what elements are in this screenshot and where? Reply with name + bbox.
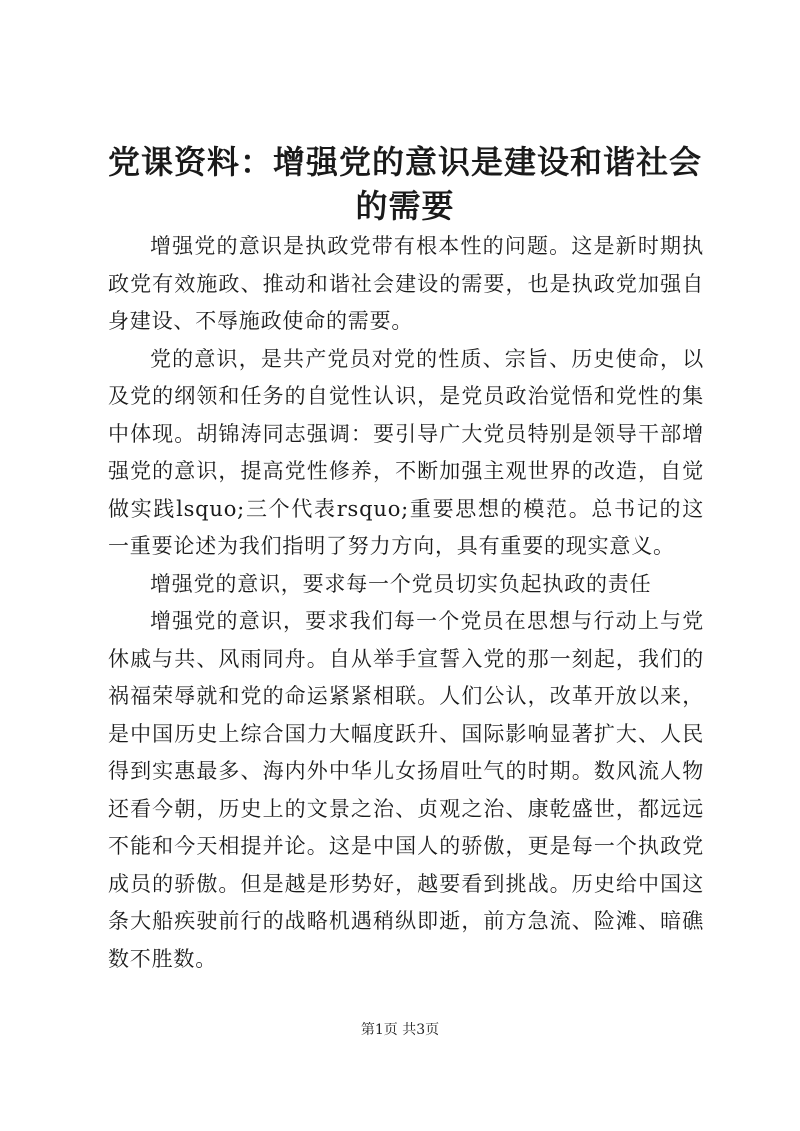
- paragraph-2: 党的意识，是共产党员对党的性质、宗旨、历史使命，以及党的纲领和任务的自觉性认识，是党员政治觉悟和党性的集中体现。胡锦涛同志强调：要引导广大党员特别是领导干部增强党的意识，提高党性修养，不断加强主观世界的改造，自觉做实践lsquo;三个代表rsquo;重要思想的模范。总书记的这一重要论述为我们指明了努力方向，具有重要的现实意义。: [108, 346, 704, 558]
- paragraph-1: 增强党的意识是执政党带有根本性的问题。这是新时期执政党有效施政、推动和谐社会建设的需要，也是执政党加强自身建设、不辱施政使命的需要。: [108, 234, 704, 333]
- page-number-footer: 第1页 共3页: [360, 1022, 440, 1038]
- paragraph-4: 增强党的意识，要求我们每一个党员在思想与行动上与党休戚与共、风雨同舟。自从举手宣誓入党的那一刻起，我们的祸福荣辱就和党的命运紧紧相联。人们公认，改革开放以来，是中国历史上综合国力大幅度跃升、国际影响显著扩大、人民得到实惠最多、海内外中华儿女扬眉吐气的时期。数风流人物还看今朝，历史上的文景之治、贞观之治、康乾盛世，都远远不能和今天相提并论。这是中国人的骄傲，更是每一个执政党成员的骄傲。但是越是形势好，越要看到挑战。历史给中国这条大船疾驶前行的战略机遇稍纵即逝，前方急流、险滩、暗礁数不胜数。: [108, 609, 704, 971]
- document-body: [108, 228, 704, 978]
- paragraph-3-heading: 增强党的意识，要求每一个党员切实负起执政的责任: [150, 571, 652, 596]
- document-title: 党课资料：增强党的意识是建设和谐社会的需要: [107, 143, 702, 225]
